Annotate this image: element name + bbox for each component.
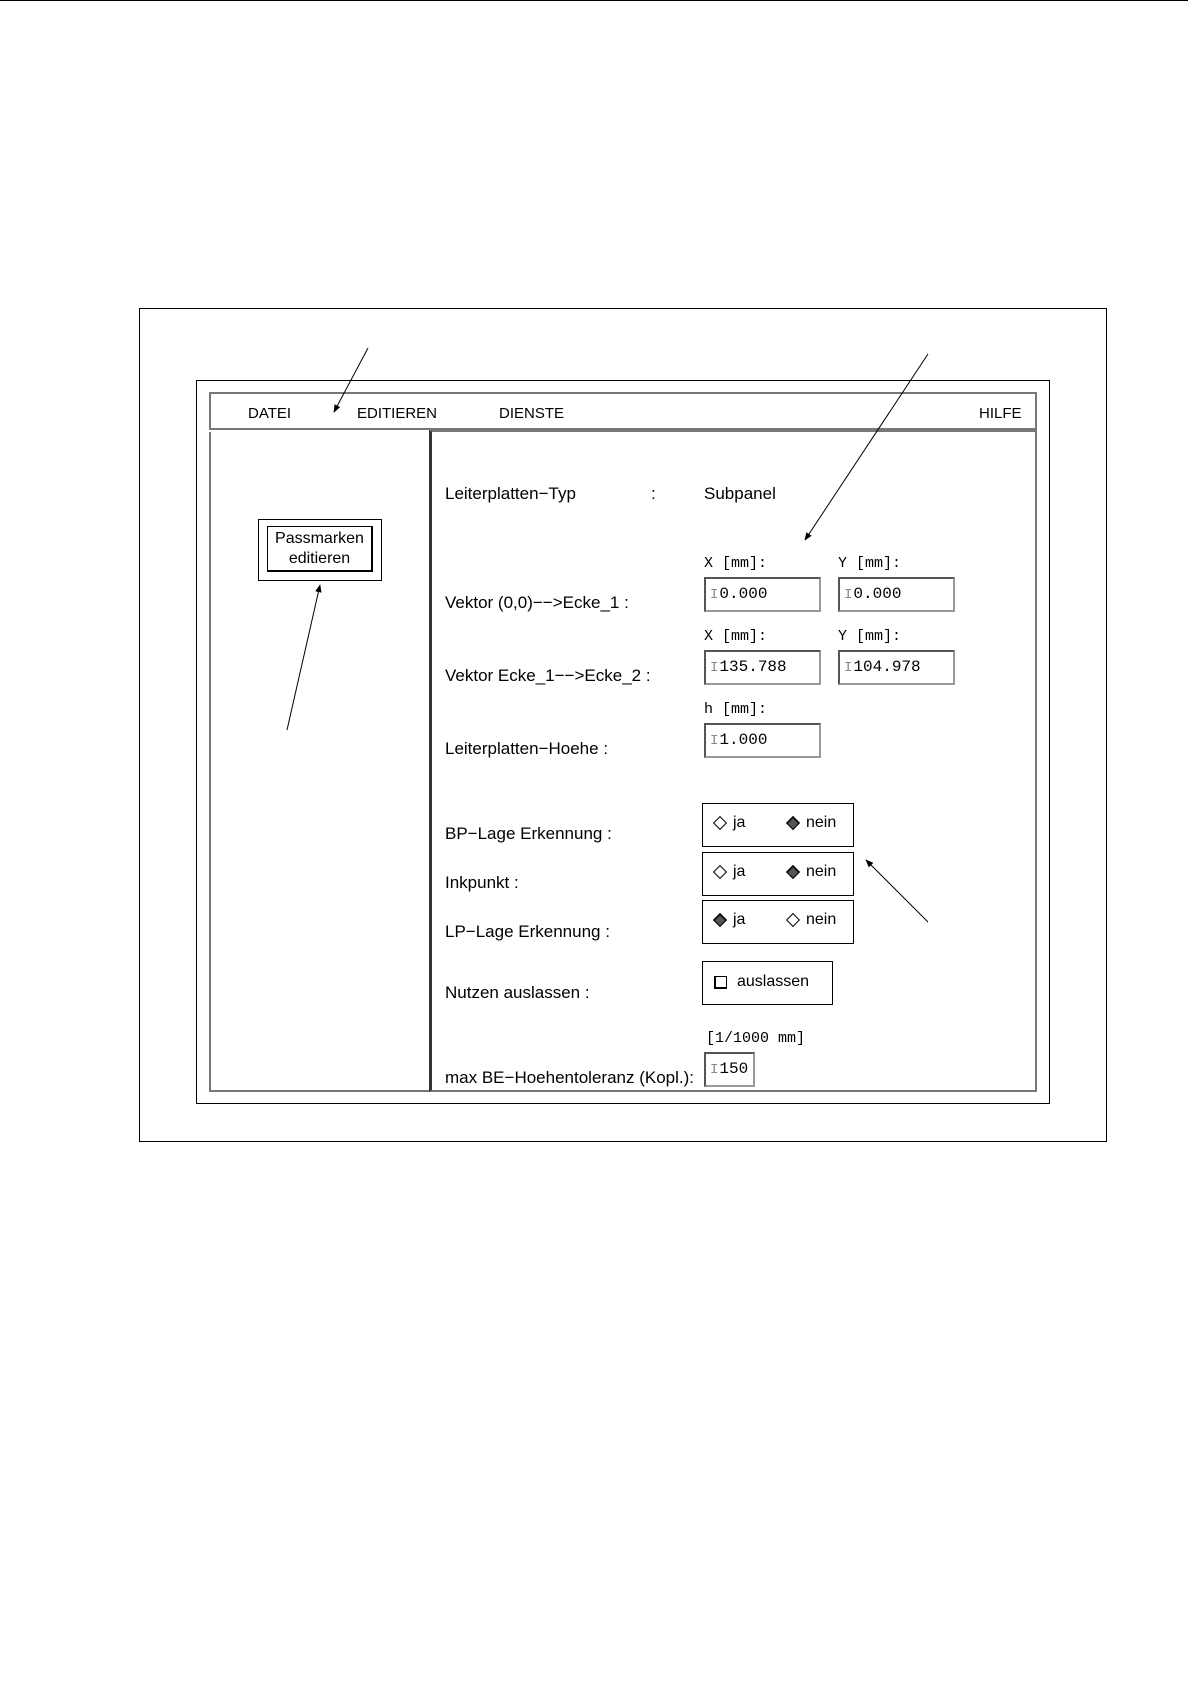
vec1-label: Vektor (0,0)−−>Ecke_1 : bbox=[445, 593, 629, 612]
vec2-x-value: 135.788 bbox=[719, 658, 787, 676]
vec1-x-header: X [mm]: bbox=[704, 555, 768, 572]
lp-label: LP−Lage Erkennung : bbox=[445, 922, 610, 941]
text-cursor-icon: I bbox=[710, 733, 719, 749]
lp-ja-label: ja bbox=[733, 911, 746, 928]
ink-ja-label: ja bbox=[733, 863, 746, 880]
menu-hilfe[interactable]: HILFE bbox=[979, 405, 1022, 422]
vec2-y-header: Y [mm]: bbox=[838, 628, 902, 645]
ink-nein-label: nein bbox=[806, 863, 837, 880]
menu-editieren[interactable]: EDITIEREN bbox=[357, 405, 438, 422]
nutzen-check-label: auslassen bbox=[737, 973, 810, 990]
vec1-x-value: 0.000 bbox=[719, 585, 768, 603]
tol-label: max BE−Hoehentoleranz (Kopl.): bbox=[445, 1068, 694, 1087]
height-header: h [mm]: bbox=[704, 701, 768, 718]
type-label: Leiterplatten−Typ bbox=[445, 484, 576, 503]
nutzen-label: Nutzen auslassen : bbox=[445, 983, 590, 1002]
arrow-to-passmarken-button bbox=[287, 585, 320, 730]
arrow-to-menubar bbox=[334, 348, 368, 412]
ink-label: Inkpunkt : bbox=[445, 873, 519, 892]
tol-value: 150 bbox=[719, 1060, 749, 1078]
text-cursor-icon: I bbox=[710, 660, 719, 676]
vec2-y-value: 104.978 bbox=[853, 658, 921, 676]
menu-dienste[interactable]: DIENSTE bbox=[499, 405, 565, 422]
passmarken-button-line1: Passmarken bbox=[275, 530, 364, 547]
text-cursor-icon: I bbox=[844, 587, 853, 603]
text-cursor-icon: I bbox=[710, 1062, 719, 1078]
tol-header: [1/1000 mm] bbox=[706, 1030, 806, 1047]
type-colon: : bbox=[651, 484, 656, 503]
text-cursor-icon: I bbox=[844, 660, 853, 676]
text-cursor-icon: I bbox=[710, 587, 719, 603]
bp-nein-label: nein bbox=[806, 814, 837, 831]
bp-ja-label: ja bbox=[733, 814, 746, 831]
vec2-label: Vektor Ecke_1−−>Ecke_2 : bbox=[445, 666, 651, 685]
arrow-to-radio-groups bbox=[866, 860, 928, 922]
lp-nein-label: nein bbox=[806, 911, 837, 928]
type-value: Subpanel bbox=[704, 484, 776, 503]
height-label: Leiterplatten−Hoehe : bbox=[445, 739, 609, 758]
arrow-to-coordinate-fields bbox=[805, 354, 928, 540]
vec1-y-header: Y [mm]: bbox=[838, 555, 902, 572]
height-value: 1.000 bbox=[719, 731, 768, 749]
menu-datei[interactable]: DATEI bbox=[248, 405, 292, 422]
bp-label: BP−Lage Erkennung : bbox=[445, 824, 612, 843]
vec1-y-value: 0.000 bbox=[853, 585, 902, 603]
vec2-x-header: X [mm]: bbox=[704, 628, 768, 645]
passmarken-button-line2: editieren bbox=[288, 550, 351, 567]
